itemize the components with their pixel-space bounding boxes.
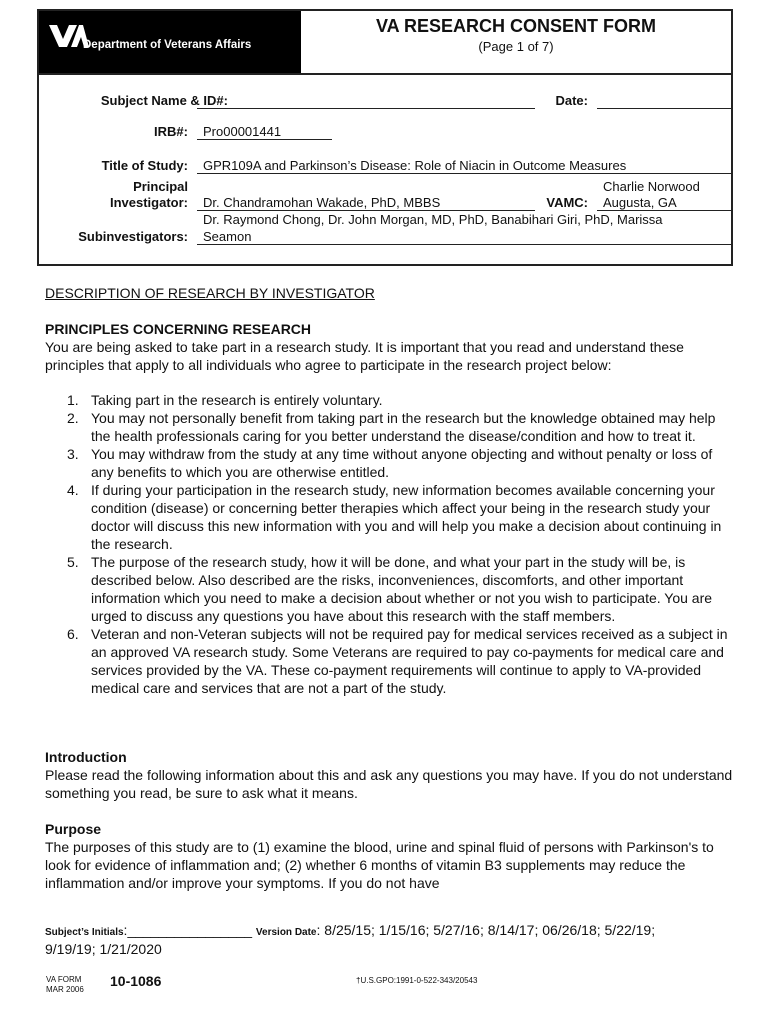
vamc-value-line1: Charlie Norwood	[603, 179, 700, 194]
principles-intro: You are being asked to take part in a research study. It is important that you read and understand these principles that apply to all individuals who agree to participate in the research project below:	[45, 339, 684, 373]
principle-item: 2. You may not personally benefit from taking part in the research but the knowledge obtained may help the health professionals caring for you better understand the disease/condition and how to treat it.	[67, 410, 716, 444]
principles-heading: PRINCIPLES CONCERNING RESEARCH	[45, 321, 312, 337]
description-heading: DESCRIPTION OF RESEARCH BY INVESTIGATOR	[45, 285, 375, 301]
pi-line	[197, 210, 535, 211]
irb-value: Pro00001441	[203, 124, 282, 139]
study-title-line	[197, 173, 733, 174]
subinvestigators-value-line1: Dr. Raymond Chong, Dr. John Morgan, MD, PhD, Banabihari Giri, PhD, Marissa	[203, 212, 663, 227]
study-title-value: GPR109A and Parkinson’s Disease: Role of Niacin in Outcome Measures	[203, 158, 627, 173]
department-banner	[39, 11, 301, 73]
form-header	[37, 9, 733, 266]
principle-item: 4. If during your participation in the research study, new information becomes available concerning your condition (disease) or concerning better therapies which affect your being in the research study your doctor will discuss this new information with you and will help you make a decision about continuing in the research.	[67, 482, 722, 552]
irb-label: IRB#:	[154, 124, 188, 139]
gpo-code: †U.S.GPO:1991-0-522-343/20543	[356, 976, 478, 985]
purpose-section	[45, 820, 735, 892]
principles-list	[45, 391, 735, 697]
purpose-heading: Purpose	[45, 821, 102, 837]
page-indicator: (Page 1 of 7)	[478, 39, 554, 54]
version-dates: : 8/25/15; 1/15/16; 5/27/16; 8/14/17; 06/26/18; 5/22/19;	[316, 922, 656, 938]
header-divider	[39, 73, 731, 75]
date-label: Date:	[555, 93, 588, 108]
pi-label-line1: Principal	[133, 179, 188, 194]
principle-item: 1. Taking part in the research is entirely voluntary.	[67, 392, 383, 408]
introduction-section	[45, 748, 735, 802]
vamc-line	[597, 210, 733, 211]
introduction-heading: Introduction	[45, 749, 127, 765]
pi-label-line2: Investigator:	[109, 195, 188, 210]
initials-label: Subject’s Initials	[45, 927, 124, 938]
subject-name-line	[197, 108, 535, 109]
study-title-label: Title of Study:	[101, 158, 188, 173]
form-date: MAR 2006	[46, 985, 84, 994]
subinvestigators-line	[197, 244, 733, 245]
purpose-text: The purposes of this study are to (1) examine the blood, urine and spinal fluid of persons with Parkinson's to look for evidence of inflammation and; (2) whether 6 months of vitamin B3 supplements may reduce the inflammation and/or improve your symptoms. If you do not have	[45, 839, 714, 891]
version-dates-cont: 9/19/19; 1/21/2020	[45, 941, 162, 957]
subject-name-label: Subject Name & ID#:	[100, 93, 228, 108]
principle-item: 5. The purpose of the research study, how it will be done, and what your part in the study will be, is described below. Also described are the risks, inconveniences, discomforts, and other important information which you need to make a decision about whether or not you wish to participate. You are urged to discuss any questions you have about this research with the staff members.	[67, 554, 713, 624]
section-heading	[45, 284, 735, 302]
principle-item: 6. Veteran and non-Veteran subjects will not be required pay for medical services received as a subject in an approved VA research study. Some Veterans are required to pay co-payments for medical care and services provided by the VA. These co-payment requirements will continue to apply to VA-provided medical care and services that are not a part of the study.	[67, 626, 728, 696]
vamc-value-line2: Augusta, GA	[603, 195, 677, 210]
irb-line	[197, 139, 332, 140]
form-title: VA RESEARCH CONSENT FORM	[375, 16, 656, 36]
introduction-text: Please read the following information about this and ask any questions you may have. If you do not understand something you read, be sure to ask what it means.	[45, 767, 733, 801]
date-line	[597, 108, 733, 109]
initials-field[interactable]: ________________	[127, 922, 253, 938]
principle-item: 3. You may withdraw from the study at any time without anyone objecting and without penalty or loss of any benefits to which you are otherwise entitled.	[67, 446, 713, 480]
subinvestigators-label: Subinvestigators:	[78, 229, 188, 244]
form-number: 10-1086	[110, 973, 162, 989]
vamc-label: VAMC:	[546, 195, 588, 210]
principles-section	[45, 320, 735, 374]
department-name: Department of Veterans Affairs	[83, 39, 252, 51]
version-date-label: Version Date	[255, 927, 317, 938]
footer-initials-version: Subject’s Initials:________________ Version Date: 8/25/15; 1/15/16; 5/27/16; 8/14/17; 06/26/18; 5/22/19; 9/19/19; 1/21/2020	[45, 922, 656, 957]
subinvestigators-value-line2: Seamon	[203, 229, 252, 244]
va-form-label: VA FORM	[46, 975, 82, 984]
pi-value: Dr. Chandramohan Wakade, PhD, MBBS	[203, 195, 441, 210]
